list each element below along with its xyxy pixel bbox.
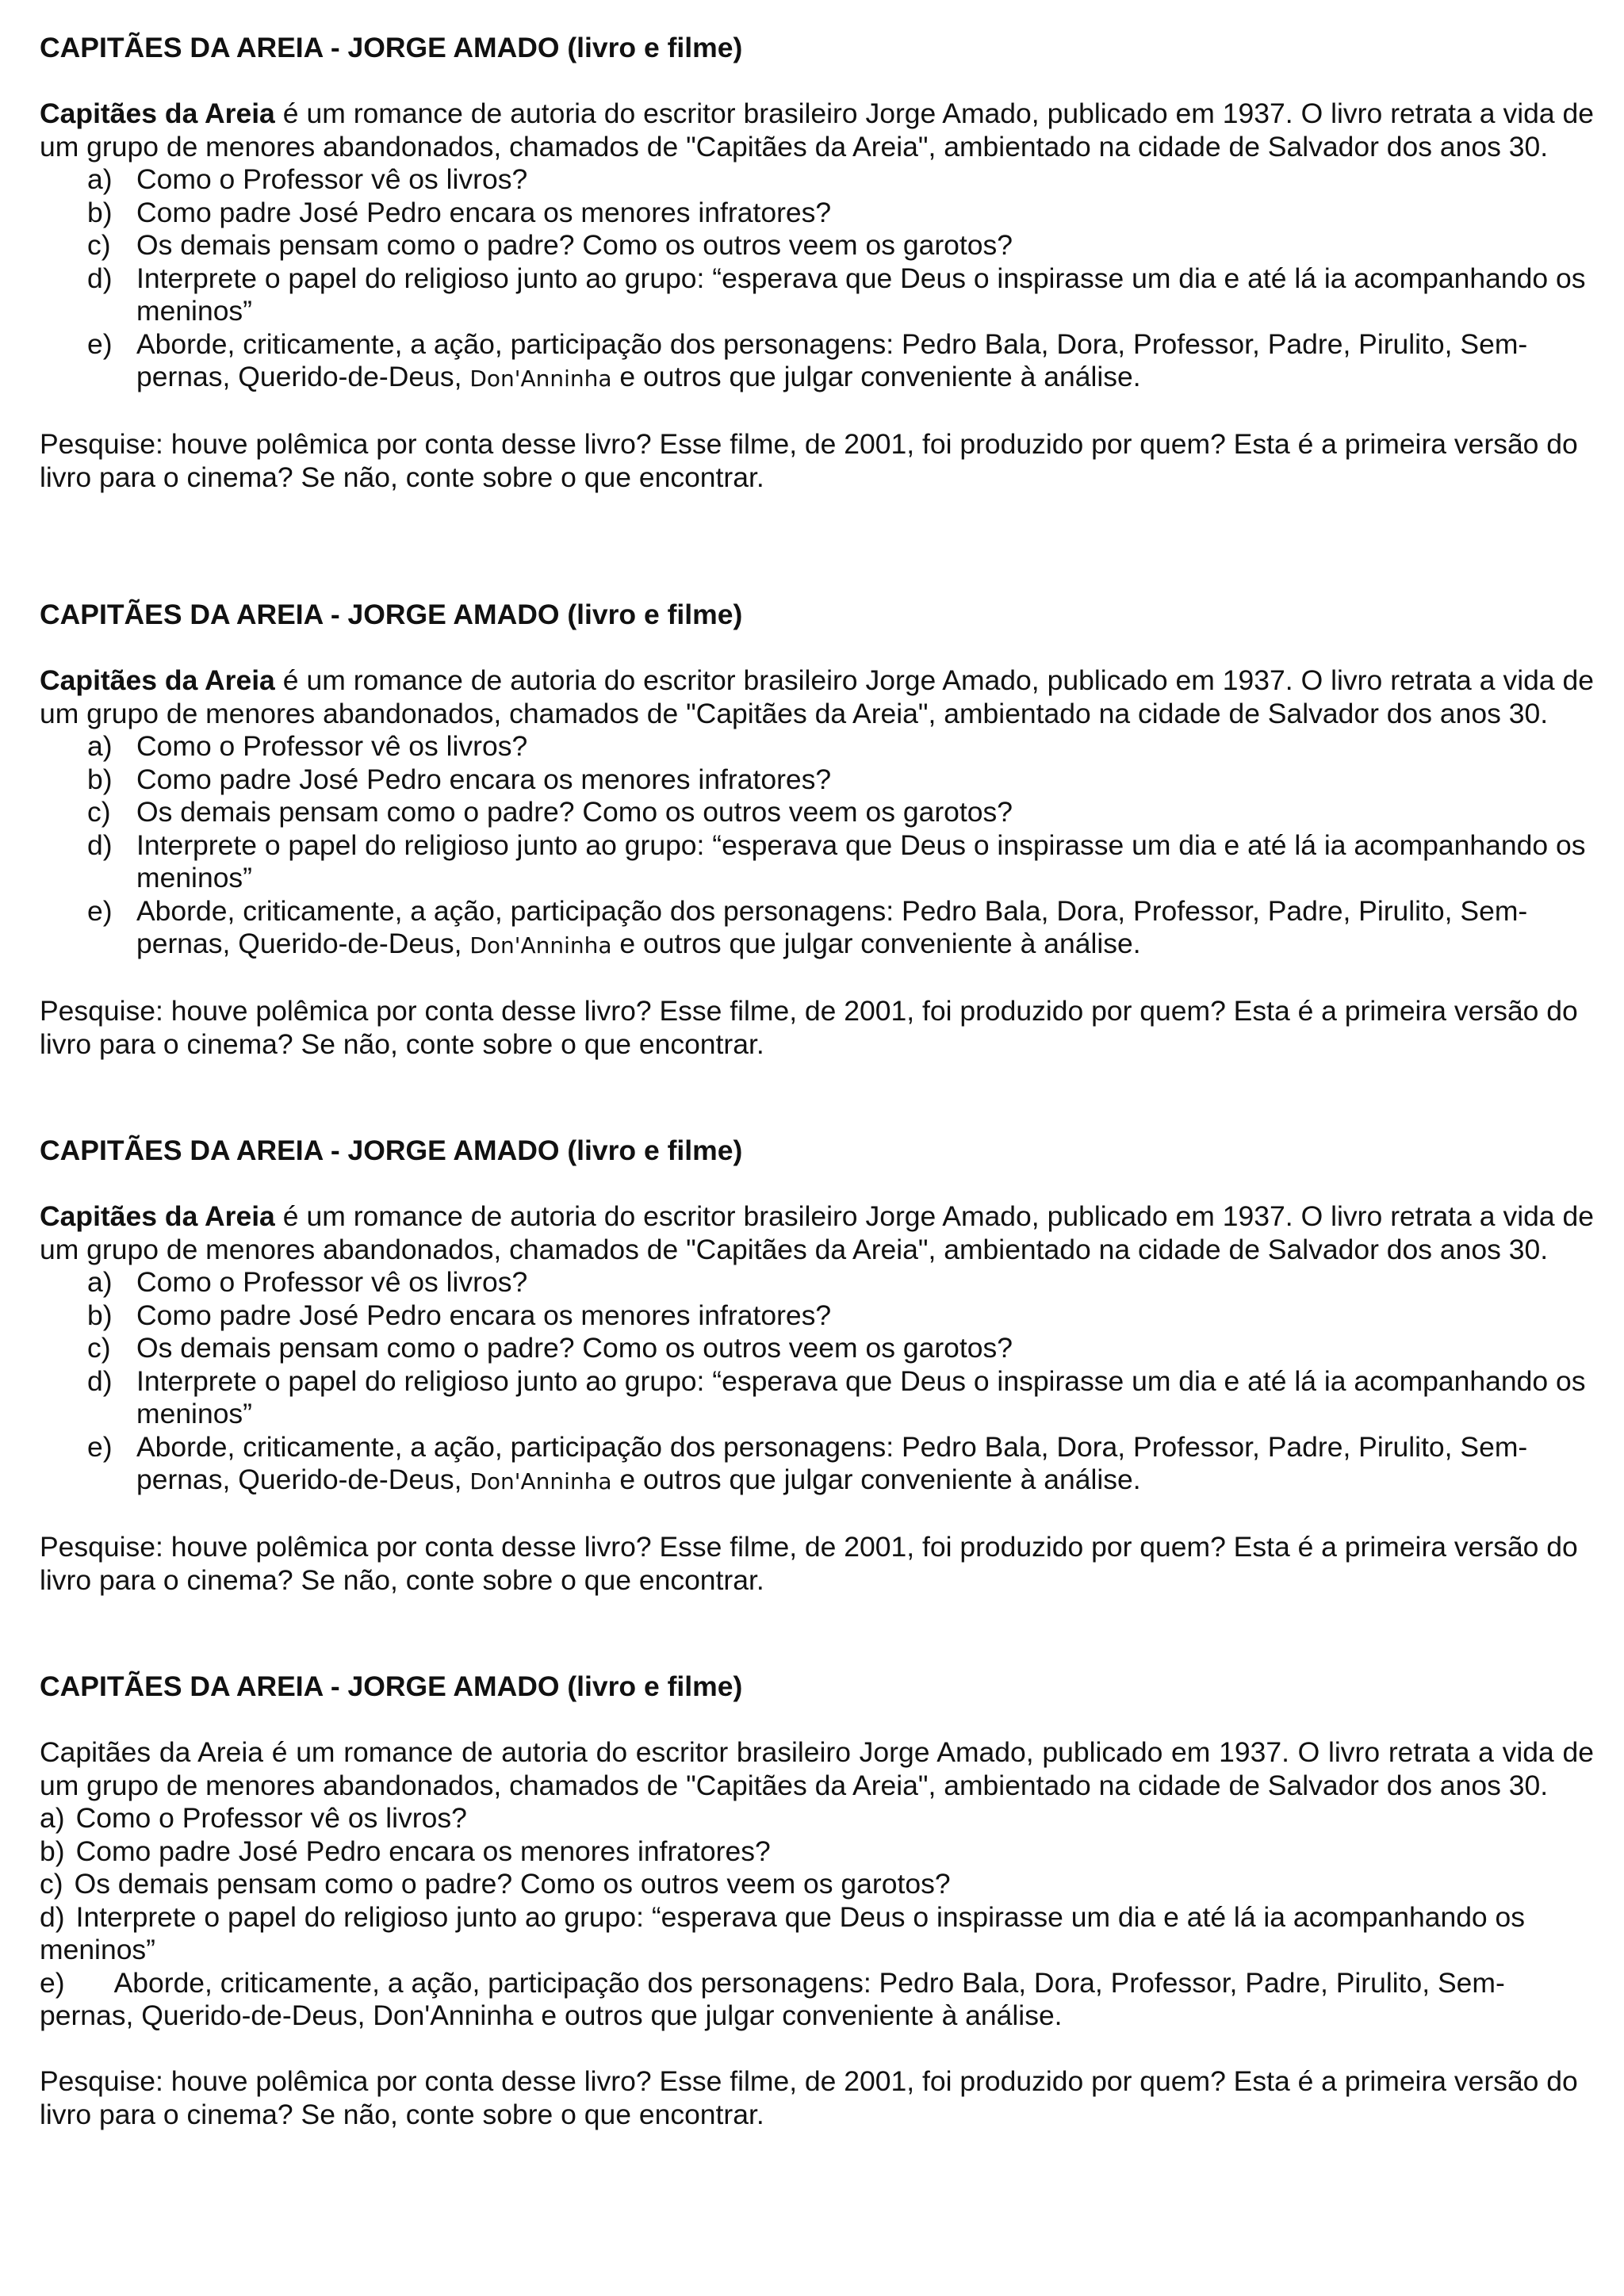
research-prompt: Pesquise: houve polêmica por conta desse livro? Esse filme, de 2001, foi produzido por quem? Esta é a primeira versão do livro para o cinema? Se não, conte sobre o que encontrar. bbox=[40, 995, 1578, 1060]
question-label: b) bbox=[87, 1299, 113, 1331]
question-text: Como o Professor vê os livros? bbox=[136, 1266, 528, 1298]
question-item bbox=[87, 196, 1594, 230]
question-list bbox=[40, 1266, 1594, 1498]
question-label: c) bbox=[87, 796, 111, 828]
question-label: d) bbox=[40, 1900, 65, 1933]
question-text: Como padre José Pedro encara os menores infratores? bbox=[136, 763, 832, 795]
question-text: Como o Professor vê os livros? bbox=[136, 163, 528, 195]
question-text-end: e outros que julgar conveniente à análise. bbox=[611, 361, 1141, 392]
question-text: Como o Professor vê os livros? bbox=[136, 730, 528, 762]
question-label: b) bbox=[87, 763, 113, 795]
question-item bbox=[40, 1901, 1594, 1967]
question-text: Como padre José Pedro encara os menores infratores? bbox=[136, 196, 832, 228]
question-item bbox=[87, 1430, 1594, 1498]
assignment-section-4 bbox=[40, 1670, 1594, 2131]
question-item bbox=[87, 163, 1594, 197]
question-label: d) bbox=[87, 828, 113, 861]
question-item bbox=[40, 1868, 1594, 1901]
question-item bbox=[87, 1299, 1594, 1333]
question-text: Os demais pensam como o padre? Como os outros veem os garotos? bbox=[136, 1332, 1013, 1364]
question-text: Os demais pensam como o padre? Como os outros veem os garotos? bbox=[136, 229, 1013, 261]
question-label: d) bbox=[87, 1364, 113, 1397]
question-text: Como padre José Pedro encara os menores infratores? bbox=[75, 1835, 771, 1867]
question-item bbox=[87, 229, 1594, 262]
question-text: Os demais pensam como o padre? Como os outros veem os garotos? bbox=[74, 1868, 951, 1900]
intro-text: é um romance de autoria do escritor brasileiro Jorge Amado, publicado em 1937. O livro retrata a vida de um grupo de menores abandonados, chamados de "Capitães da Areia", ambientado na cidade de Salvador dos anos 30. bbox=[40, 1200, 1595, 1265]
question-item bbox=[87, 730, 1594, 763]
question-item bbox=[87, 894, 1594, 962]
question-item bbox=[87, 763, 1594, 797]
character-name: Don'Anninha bbox=[469, 365, 612, 392]
question-item bbox=[87, 1332, 1594, 1365]
question-text: Aborde, criticamente, a ação, participação dos personagens: Pedro Bala, Dora, Professor, Padre, Pirulito, Sem-pernas, Querido-de-Deus, bbox=[136, 894, 1528, 959]
question-item bbox=[87, 796, 1594, 829]
section-title: CAPITÃES DA AREIA - JORGE AMADO (livro e filme) bbox=[40, 32, 743, 63]
question-item bbox=[87, 828, 1594, 895]
question-label: e) bbox=[87, 894, 113, 927]
question-label: a) bbox=[87, 163, 113, 195]
question-label: a) bbox=[87, 1266, 113, 1298]
question-label: c) bbox=[40, 1868, 63, 1900]
question-text-end: e outros que julgar conveniente à análise. bbox=[611, 928, 1141, 959]
question-text: Interprete o papel do religioso junto ao grupo: “esperava que Deus o inspirasse um dia e até lá ia acompanhando os meninos” bbox=[136, 262, 1586, 327]
question-text: Aborde, criticamente, a ação, participação dos personagens: Pedro Bala, Dora, Professor, Padre, Pirulito, Sem-pernas, Querido-de-Deus, Don'Anninha e outros que julgar conveniente à análise. bbox=[40, 1966, 1505, 2031]
intro-paragraph bbox=[40, 1200, 1594, 1266]
intro-text: é um romance de autoria do escritor brasileiro Jorge Amado, publicado em 1937. O livro retrata a vida de um grupo de menores abandonados, chamados de "Capitães da Areia", ambientado na cidade de Salvador dos anos 30. bbox=[40, 98, 1595, 163]
question-text: Aborde, criticamente, a ação, participação dos personagens: Pedro Bala, Dora, Professor, Padre, Pirulito, Sem-pernas, Querido-de-Deus, bbox=[136, 327, 1528, 392]
assignment-section-1 bbox=[40, 32, 1594, 494]
question-item bbox=[87, 1364, 1594, 1431]
question-list bbox=[40, 730, 1594, 962]
intro-paragraph bbox=[40, 664, 1594, 730]
book-title: Capitães da Areia bbox=[40, 1200, 275, 1232]
section-title: CAPITÃES DA AREIA - JORGE AMADO (livro e filme) bbox=[40, 1670, 743, 1702]
section-title: CAPITÃES DA AREIA - JORGE AMADO (livro e filme) bbox=[40, 599, 743, 630]
question-label: b) bbox=[40, 1835, 65, 1867]
book-title: Capitães da Areia bbox=[40, 98, 275, 129]
intro-paragraph: Capitães da Areia é um romance de autoria do escritor brasileiro Jorge Amado, publicado em 1937. O livro retrata a vida de um grupo de menores abandonados, chamados de "Capitães da Areia", ambientado na cidade de Salvador dos anos 30. bbox=[40, 1736, 1594, 1801]
question-item bbox=[87, 1266, 1594, 1299]
research-prompt: Pesquise: houve polêmica por conta desse livro? Esse filme, de 2001, foi produzido por quem? Esta é a primeira versão do livro para o cinema? Se não, conte sobre o que encontrar. bbox=[40, 2065, 1578, 2130]
research-prompt: Pesquise: houve polêmica por conta desse livro? Esse filme, de 2001, foi produzido por quem? Esta é a primeira versão do livro para o cinema? Se não, conte sobre o que encontrar. bbox=[40, 1531, 1578, 1596]
question-item bbox=[40, 1967, 1594, 2033]
question-label: a) bbox=[40, 1802, 65, 1834]
question-item bbox=[87, 262, 1594, 328]
question-text: Os demais pensam como o padre? Como os outros veem os garotos? bbox=[136, 796, 1013, 828]
question-label: d) bbox=[87, 262, 113, 294]
question-text: Interprete o papel do religioso junto ao grupo: “esperava que Deus o inspirasse um dia e até lá ia acompanhando os meninos” bbox=[40, 1900, 1526, 1965]
question-label: b) bbox=[87, 196, 113, 228]
question-label: c) bbox=[87, 1332, 111, 1364]
question-label: c) bbox=[87, 229, 111, 261]
assignment-section-2 bbox=[40, 599, 1594, 1061]
question-list bbox=[40, 163, 1594, 396]
question-text: Como padre José Pedro encara os menores infratores? bbox=[136, 1299, 832, 1331]
character-name: Don'Anninha bbox=[469, 1468, 612, 1494]
research-prompt: Pesquise: houve polêmica por conta desse livro? Esse filme, de 2001, foi produzido por quem? Esta é a primeira versão do livro para o cinema? Se não, conte sobre o que encontrar. bbox=[40, 428, 1578, 493]
assignment-section-3 bbox=[40, 1135, 1594, 1597]
question-text-end: e outros que julgar conveniente à análise. bbox=[611, 1464, 1141, 1495]
question-label: e) bbox=[87, 327, 113, 360]
book-title: Capitães da Areia bbox=[40, 664, 275, 696]
question-item bbox=[40, 1802, 1594, 1835]
question-label: a) bbox=[87, 730, 113, 762]
question-label: e) bbox=[40, 1966, 65, 1999]
question-text: Aborde, criticamente, a ação, participação dos personagens: Pedro Bala, Dora, Professor, Padre, Pirulito, Sem-pernas, Querido-de-Deus, bbox=[136, 1430, 1528, 1495]
question-text: Interprete o papel do religioso junto ao grupo: “esperava que Deus o inspirasse um dia e até lá ia acompanhando os meninos” bbox=[136, 1364, 1586, 1429]
question-list bbox=[40, 1802, 1594, 2033]
section-title: CAPITÃES DA AREIA - JORGE AMADO (livro e filme) bbox=[40, 1135, 743, 1166]
question-text: Interprete o papel do religioso junto ao grupo: “esperava que Deus o inspirasse um dia e até lá ia acompanhando os meninos” bbox=[136, 828, 1586, 894]
character-name: Don'Anninha bbox=[469, 932, 612, 959]
intro-text: é um romance de autoria do escritor brasileiro Jorge Amado, publicado em 1937. O livro retrata a vida de um grupo de menores abandonados, chamados de "Capitães da Areia", ambientado na cidade de Salvador dos anos 30. bbox=[40, 664, 1595, 729]
question-item bbox=[87, 327, 1594, 396]
question-item bbox=[40, 1835, 1594, 1869]
question-text: Como o Professor vê os livros? bbox=[75, 1802, 467, 1834]
intro-paragraph bbox=[40, 98, 1594, 163]
question-label: e) bbox=[87, 1430, 113, 1463]
